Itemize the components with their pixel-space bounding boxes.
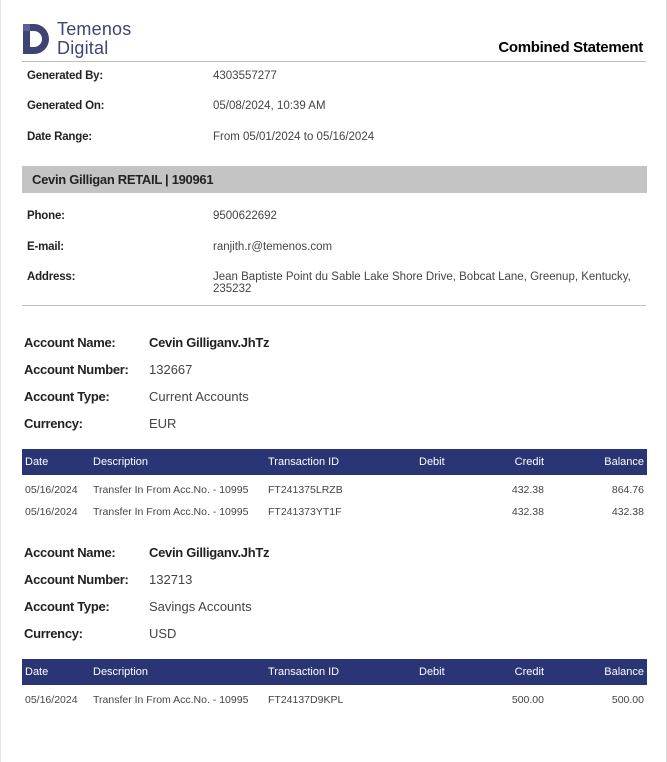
- account-number-label: Account Number:: [24, 572, 129, 587]
- email-value: ranjith.r@temenos.com: [213, 241, 333, 253]
- contact-divider: [22, 305, 646, 306]
- col-transaction-id: Transaction ID: [268, 456, 340, 468]
- phone-label: Phone:: [27, 210, 65, 222]
- currency-label: Currency:: [24, 626, 83, 641]
- temenos-logo: [21, 20, 131, 60]
- col-date: Date: [25, 456, 49, 468]
- account-number-label: Account Number:: [24, 362, 129, 377]
- page-left-border: [0, 0, 1, 762]
- cell-date: 05/16/2024: [25, 506, 78, 518]
- account-2-table-header: [22, 659, 647, 685]
- cell-transaction-id: FT24137D9KPL: [268, 694, 344, 706]
- account-name-value: Cevin Gilliganv.JhTz: [149, 335, 270, 350]
- account-type-label: Account Type:: [24, 389, 110, 404]
- cell-description: Transfer In From Acc.No. - 10995: [93, 694, 249, 706]
- account-type-value: Savings Accounts: [149, 599, 252, 614]
- date-range-value: From 05/01/2024 to 05/16/2024: [213, 131, 375, 143]
- cell-balance: 500.00: [611, 694, 644, 706]
- account-name-label: Account Name:: [24, 545, 116, 560]
- generated-by-value: 4303557277: [213, 70, 277, 82]
- email-label: E-mail:: [27, 241, 64, 253]
- cell-description: Transfer In From Acc.No. - 10995: [93, 506, 249, 518]
- cell-balance: 864.76: [611, 484, 644, 496]
- temenos-d-icon: [21, 22, 51, 56]
- account-type-label: Account Type:: [24, 599, 110, 614]
- customer-header: Cevin Gilligan RETAIL | 190961: [32, 172, 214, 187]
- table-row: [22, 481, 647, 501]
- address-value: Jean Baptiste Point du Sable Lake Shore Drive, Bobcat Lane, Greenup, Kentucky, 235232: [213, 271, 631, 295]
- logo-text: [57, 20, 131, 58]
- col-balance: Balance: [604, 666, 644, 678]
- col-description: Description: [93, 666, 149, 678]
- account-1-table-header: [22, 449, 647, 475]
- generated-by-label: Generated By:: [27, 70, 104, 82]
- date-range-label: Date Range:: [27, 131, 92, 143]
- account-name-label: Account Name:: [24, 335, 116, 350]
- logo-line-2: Digital: [57, 38, 109, 58]
- account-type-value: Current Accounts: [149, 389, 249, 404]
- account-number-value: 132667: [149, 362, 193, 377]
- generated-on-value: 05/08/2024, 10:39 AM: [213, 100, 326, 112]
- col-balance: Balance: [604, 456, 644, 468]
- currency-value: EUR: [149, 416, 177, 431]
- account-name-value: Cevin Gilliganv.JhTz: [149, 545, 270, 560]
- cell-date: 05/16/2024: [25, 694, 78, 706]
- table-row: [22, 503, 647, 523]
- phone-value: 9500622692: [213, 210, 277, 222]
- customer-header-band: [22, 166, 647, 193]
- cell-description: Transfer In From Acc.No. - 10995: [93, 484, 249, 496]
- currency-value: USD: [149, 626, 177, 641]
- col-transaction-id: Transaction ID: [268, 666, 340, 678]
- cell-date: 05/16/2024: [25, 484, 78, 496]
- col-debit: Debit: [419, 456, 445, 468]
- cell-credit: 500.00: [511, 694, 544, 706]
- header-divider: [22, 61, 646, 62]
- col-credit: Credit: [514, 456, 544, 468]
- currency-label: Currency:: [24, 416, 83, 431]
- document-title: Combined Statement: [498, 39, 643, 56]
- col-credit: Credit: [514, 666, 544, 678]
- cell-transaction-id: FT241373YT1F: [268, 506, 342, 518]
- generated-on-label: Generated On:: [27, 100, 105, 112]
- logo-line-1: Temenos: [57, 19, 132, 39]
- cell-credit: 432.38: [511, 506, 544, 518]
- cell-transaction-id: FT241375LRZB: [268, 484, 343, 496]
- cell-credit: 432.38: [511, 484, 544, 496]
- col-date: Date: [25, 666, 49, 678]
- cell-balance: 432.38: [611, 506, 644, 518]
- account-number-value: 132713: [149, 572, 193, 587]
- col-description: Description: [93, 456, 149, 468]
- table-row: [22, 691, 647, 711]
- col-debit: Debit: [419, 666, 445, 678]
- address-label: Address:: [27, 271, 76, 283]
